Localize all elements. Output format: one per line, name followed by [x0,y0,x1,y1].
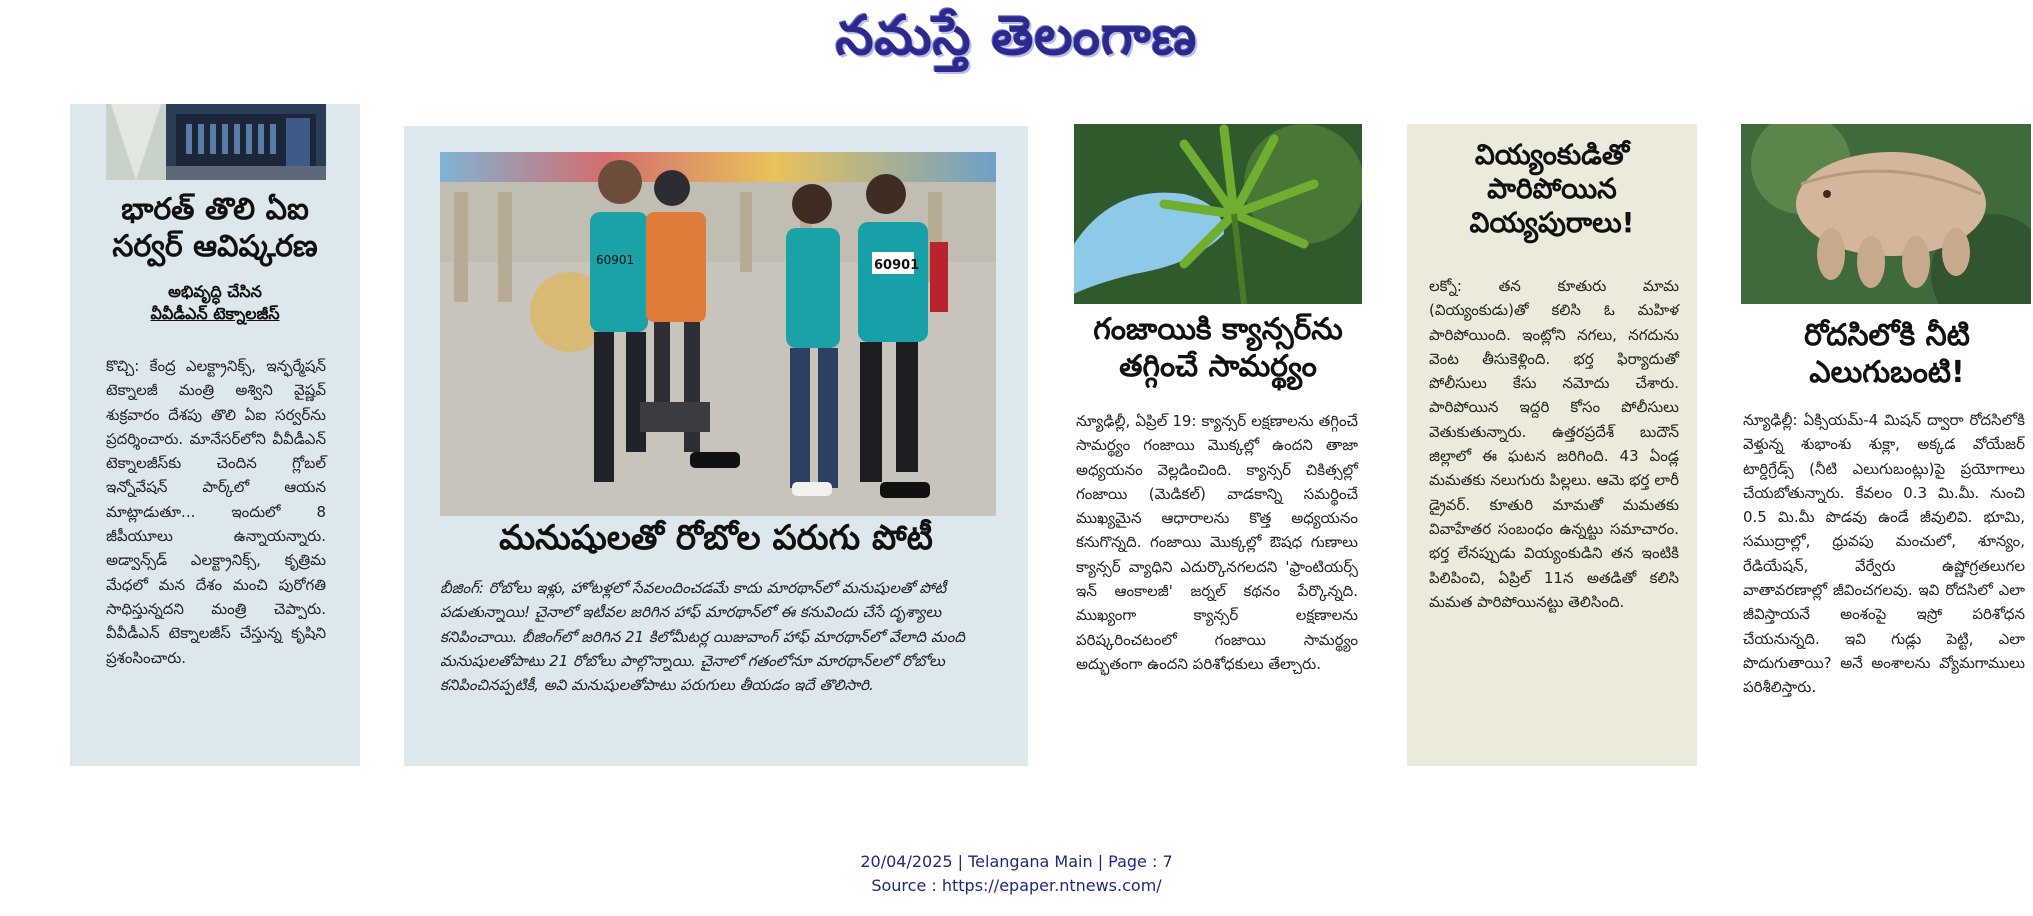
ai-server-subhead-2: వీవీడీఎన్ టెక్నాలజీస్ [150,304,280,323]
tardigrade-body: న్యూఢిల్లీ: ఏక్సియమ్-4 మిషన్ ద్వారా రోదసిలోకి వెళ్తున్న శుభాంశు శుక్లా, అక్కడ వోయేజర్ టార్డిగ్రేడ్స్ (నీటి ఎలుగుబంట్లు)పై ప్రయోగాలు చేయబోతున్నారు. కేవలం 0.3 మి.మీ. నుంచి 0.5 మి.మీ పొడవు ఉండే జీవులివి. భూమి, సముద్రాల్లో, ధ్రువపు మంచులో, శూన్యం, రేడియేషన్, వేర్వేరు ఉష్ణోగ్రతలుగల వాతావరణాల్లో జీవించగలవు. ఇవి రోదసిలో ఎలా జీవిస్తాయనే అంశంపై ఇస్రో పరిశోధన చేయనున్నది. ఇవి గుడ్లు పెట్టి, ఎలా పొదుగుతాయి? అనే అంశాలను వ్యోమగాములు పరిశీలిస్తారు. [1743,411,2025,697]
ai-server-subhead-1: అభివృద్ధి చేసిన [168,282,262,301]
tardigrade-photo [1741,124,2031,304]
robot-photo-bib-left: 60901 [596,253,635,267]
article-tardigrade [1741,124,2031,774]
robot-photo-bib-right: 60901 [874,258,920,273]
article-ai-server [70,104,360,766]
article-cannabis-cancer [1072,124,1362,774]
cannabis-body: న్యూఢిల్లీ, ఏప్రిల్ 19: క్యాన్సర్ లక్షణాలను తగ్గించే సామర్థ్యం గంజాయి మొక్కల్లో ఉందని తాజా అధ్యయనం వెల్లడించింది. క్యాన్సర్ చికిత్సల్లో గంజాయి (మెడికల్) వాడకాన్ని సమర్థించే ముఖ్యమైన ఆధారాలను కొత్త అధ్యయనం కనుగొన్నది. గంజాయి మొక్కల్లో ఔషధ గుణాలు క్యాన్సర్ వ్యాధిని ఎదుర్కొనగలదని 'ఫ్రాంటియర్స్ ఇన్ ఆంకాలజీ' జర్నల్ కథనం పేర్కొన్నది. ముఖ్యంగా క్యాన్సర్ లక్షణాలను పరిష్కరించటంలో గంజాయి సామర్థ్యం అద్భుతంగా ఉందని పరిశోధకులు తేల్చారు. [1076,412,1358,673]
robot-marathon-photo [440,152,996,516]
ai-server-photo [106,104,326,180]
article-robot-marathon [404,126,1028,766]
cannabis-photo [1074,124,1362,304]
robot-marathon-headline: మనుషులతో రోబోల పరుగు పోటీ [499,518,933,558]
tardigrade-headline: రోదసిలోకి నీటి ఎలుగుబంటి! [1804,318,1970,390]
page-footer-source[interactable]: Source : https://epaper.ntnews.com/ [871,876,1162,895]
article-elopement [1407,124,1697,766]
elopement-headline: వియ్యంకుడితో పారిపోయిన వియ్యపురాలు! [1469,138,1635,240]
cannabis-headline: గంజాయికి క్యాన్సర్‌ను తగ్గించే సామర్థ్యం [1093,312,1343,384]
robot-marathon-body: బీజింగ్: రోబోలు ఇళ్లు, హోటళ్లలో సేవలందించడమే కాదు మారథాన్‌లో మనుషులతో పోటీ పడుతున్నాయి! చైనాలో ఇటీవల జరిగిన హాఫ్ మారథాన్‌లో ఈ కనువిందు చేసే దృశ్యాలు కనిపించాయి. బీజింగ్‌లో జరిగిన 21 కిలోమీటర్ల యిజువాంగ్ హాఫ్ మారథాన్‌లో వేలాది మంది మనుషులతోపాటు 21 రోబోలు పాల్గొన్నాయి. చైనాలో గతంలోనూ మారథాన్‌లలో రోబోలు కనిపించినప్పటికీ, అవి మనుషులతోపాటు పరుగులు తీయడం ఇదే తొలిసారి. [440,579,965,695]
masthead-logo: నమస్తే తెలంగాణ [835,4,1198,67]
ai-server-headline: భారత్ తొలి ఏఐ సర్వర్ ఆవిష్కరణ [112,192,318,264]
page-footer-date: 20/04/2025 | Telangana Main | Page : 7 [860,852,1173,871]
ai-server-body: కొచ్చి: కేంద్ర ఎలక్ట్రానిక్స్, ఇన్ఫర్మేషన్ టెక్నాలజీ మంత్రి అశ్విని వైష్ణవ్ శుక్రవారం దేశపు తొలి ఏఐ సర్వర్‌ను ప్రదర్శించారు. మానేసర్‌లోని వీవీడీఎన్ టెక్నాలజీస్‌కు చెందిన గ్లోబల్ ఇన్నోవేషన్ పార్క్‌లో ఆయన మాట్లాడుతూ... ఇందులో 8 జీపీయూలు ఉన్నాయన్నారు. అడ్వాన్స్‌డ్ ఎలక్ట్రానిక్స్, కృత్రిమ మేధలో మన దేశం మంచి పురోగతి సాధిస్తున్నదని మంత్రి చెప్పారు. వీవీడీఎన్ టెక్నాలజీస్ చేస్తున్న కృషిని ప్రశంసించారు. [106,357,326,667]
elopement-body: లక్నో: తన కూతురు మామ (వియ్యంకుడు)తో కలిసి ఓ మహిళ పారిపోయింది. ఇంట్లోని నగలు, నగదును వెంట తీసుకెళ్లింది. భర్త ఫిర్యాదుతో పోలీసులు కేసు నమోదు చేశారు. పారిపోయిన ఇద్దరి కోసం పోలీసులు వెతుకుతున్నారు. ఉత్తరప్రదేశ్ బుదౌన్ జిల్లాలో ఈ ఘటన జరిగింది. 43 ఏండ్ల మమతకు నలుగురు పిల్లలు. ఆమె భర్త లారీ డ్రైవర్. కూతురి మామతో మమతకు వివాహేతర సంబంధం ఉన్నట్టు సమాచారం. భర్త లేనప్పుడు వియ్యంకుడిని తన ఇంటికి పిలిపించి, ఏప్రిల్ 11న అతడితో కలిసి మమత పారిపోయినట్టు తెలిసింది. [1429,277,1679,611]
